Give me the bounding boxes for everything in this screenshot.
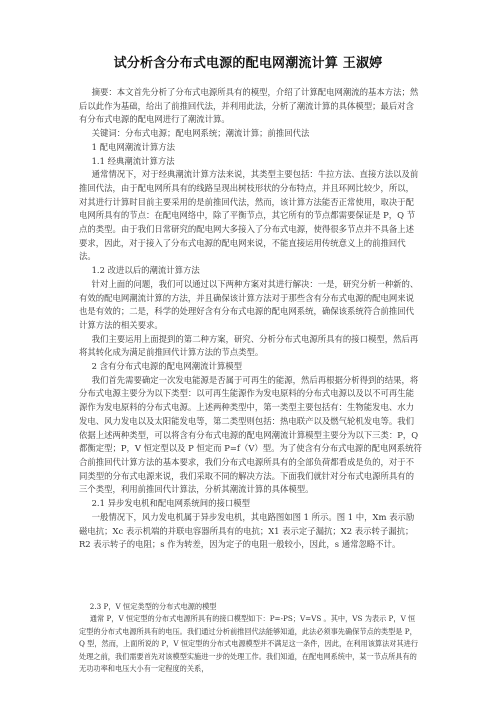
body-paragraph: 一般情况下，风力发电机属于异步发电机，其电路图如图 1 所示。图 1 中，Xm 表示励磁电抗；Xc 表示机端的并联电容器所具有的电抗；X1 表示定子漏抗；X2 表示转子漏抗；R2 表示转子的电阻；s 作为转差，因为定子的电阻一般较小，因此，s 通常忽略不计。 — [79, 511, 415, 550]
subsection-heading: 1.1 经典潮流计算方法 — [91, 155, 175, 166]
body-paragraph: 通常情况下，对于经典潮流计算方法来说，其类型主要包括：牛拉方法、直接方法以及前推回代法，由于配电网所具有的线路呈现出树枝形状的分布特点，并且环网比较少，所以，对其进行计算时目前主要采用的是前推回代法，然而，该计算方法能否正常使用，取决于配电网所具有的节点：在配电网络中，除了平衡节点，其它所有的节点都需要保证是 P，Q 节点的类型。由于我们日常研究的配电网大多接入了分布式电源，使得很多节点并不具备上述要求，因此，对于接入了分布式电源的配电网来说，不能直接运用传统意义上的前推回代法。 — [79, 169, 419, 262]
body-paragraph: 针对上面的问题，我们可以通过以下两种方案对其进行解决：一是，研究分析一种新的、有效的配电网潮流计算的方法，并且确保该计算方法对于那些含有分布式电源的配电网来说也是有效的；二是，科学的处理好含有分布式电源的配电网系统，确保该系统符合前推回代计算方法的相关要求。 — [79, 278, 419, 330]
subsection-heading: 1.2 改进以后的潮流计算方法 — [91, 265, 200, 276]
article-body-continued — [79, 601, 422, 675]
section-heading: 1 配电网潮流计算方法 — [91, 141, 175, 152]
subsection-heading: 2.1 异步发电机和配电网系统间的接口模型 — [91, 498, 250, 509]
article-body — [79, 86, 422, 552]
article-title: 试分析含分布式电源的配电网潮流计算 王淑婷 — [113, 56, 383, 71]
subsection-heading: 2.3 P，V 恒定类型的分布式电源的模型 — [89, 602, 217, 611]
body-paragraph: 我们主要运用上面提到的第二种方案，研究、分析分布式电源所具有的接口模型，然后再将其转化成为满足前推回代计算方法的节点类型。 — [79, 333, 419, 358]
body-paragraph: 我们首先需要确定一次发电能源是否属于可再生的能源，然后再根据分析得到的结果，将分布式电源主要分为以下类型：以可再生能源作为发电原料的分布式电源以及以不可再生能源作为发电原料的分布式电源。上述两种类型中，第一类型主要包括有：生物能发电、水力发电、风力发电以及太阳能发电等，第二类型则包括：热电联产以及燃气轮机发电等。我们依据上述两种类型，可以将含有分布式电源的配电网潮流计算模型主要分为以下三类：P，Q 都衡定型；P，V 恒定型以及 P 恒定而 P=f（V）型。为了使含有分布式电源的配电网系统符合前推回代计算方法的基本要求，我们分布式电源所具有的全部负荷都看成是负的，对于不同类型的分布式电源来说，我们采取不同的解决方法。下面我们就针对分布式电源所具有的三个类型，利用前推回代计算法，分析其潮流计算的具体模型。 — [79, 374, 422, 495]
keywords-paragraph: 关键词：分布式电源；配电网系统；潮流计算；前推回代法 — [91, 128, 310, 139]
abstract-paragraph: 摘要：本文首先分析了分布式电源所具有的模型，介绍了计算配电网潮流的基本方法；然后以此作为基础，给出了前推回代法，并利用此法，分析了潮流计算的具体模型；最后对含有分布式电源的配电网进行了潮流计算。 — [79, 87, 419, 125]
section-heading: 2 含有分布式电源的配电网潮流计算模型 — [91, 361, 242, 372]
body-paragraph: 通常 P，V 恒定型的分布式电源所具有的接口模型如下：P=-PS；V=VS 。其中，VS 为表示 P，V 恒定型的分布式电源所具有的电压。我们通过分析前推回代法能够知道，此法必须事先确保节点的类型是 P，Q 型，然而，上面所说的 P，V 恒定型的分布式电源模型并不满足这一条件，因此，在利用该算法对其进行处理之前，我们需要首先对该模型实施进一步的处理工作。我们知道，在配电网系统中，某一节点所具有的无功功率和电压大小有一定程度的关系， — [79, 614, 419, 674]
